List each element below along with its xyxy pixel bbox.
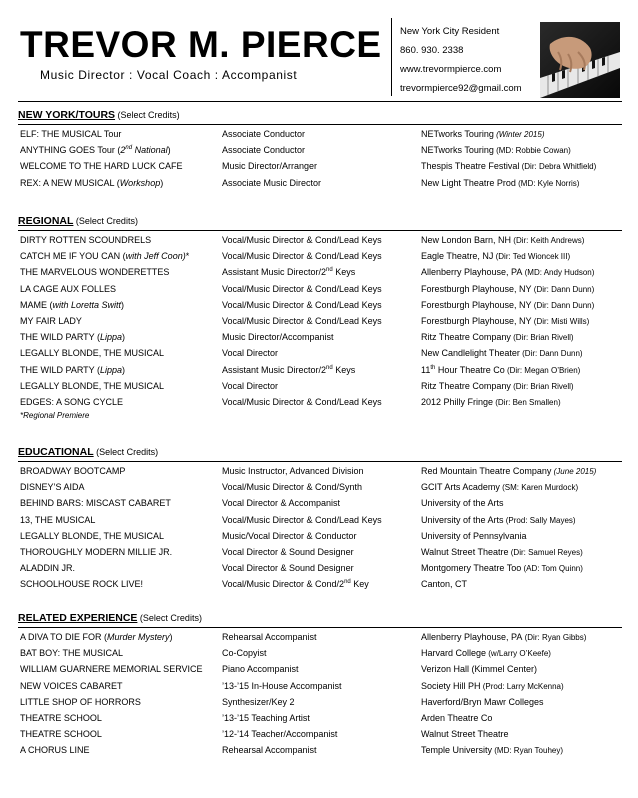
credit-venue: Forestburgh Playhouse, NY (Dir: Misti Wills) (421, 315, 590, 326)
section-title: EDUCATIONAL (18, 446, 94, 458)
credit-row (18, 495, 622, 511)
credit-role: Associate Conductor (222, 129, 306, 139)
credit-row (18, 576, 622, 592)
contact-website[interactable]: www.trevormpierce.com (400, 64, 502, 75)
credit-role: Assistant Music Director/2nd Keys (222, 364, 356, 375)
credit-role: Associate Music Director (222, 177, 322, 188)
credit-role: ’12-’14 Teacher/Accompanist (222, 729, 338, 740)
credit-show: A DIVA TO DIE FOR (Murder Mystery) (20, 632, 173, 642)
credit-row (18, 297, 622, 313)
section-subtitle: (Select Credits) (93, 447, 159, 457)
resume-name: TREVOR M. PIERCE (20, 24, 382, 65)
credit-venue: University of Pennsylvania (421, 530, 527, 541)
credit-role: Music Instructor, Advanced Division (222, 466, 364, 476)
piano-photo (540, 22, 620, 98)
credit-venue: University of the Arts (421, 498, 504, 509)
credit-role: Vocal/Music Director & Cond/Lead Keys (222, 299, 382, 310)
credit-show: ALADDIN JR. (20, 563, 76, 574)
credit-venue: Ritz Theatre Company (Dir: Brian Rivell) (421, 332, 574, 343)
header-rule (18, 101, 622, 102)
section-rule (18, 230, 622, 231)
credit-row (18, 512, 622, 528)
credit-row (18, 678, 622, 694)
credit-venue: GCIT Arts Academy (SM: Karen Murdock) (421, 482, 579, 493)
regional-footnote: *Regional Premiere (20, 411, 90, 421)
credit-venue: Haverford/Bryn Mawr Colleges (421, 696, 544, 707)
credit-row (18, 694, 622, 710)
section-subtitle: (Select Credits) (115, 110, 180, 120)
credit-row (18, 281, 622, 297)
credit-show: NEW VOICES CABARET (20, 680, 123, 691)
credit-row (18, 378, 622, 394)
section-title: REGIONAL (18, 215, 74, 227)
credit-role: Rehearsal Accompanist (222, 632, 317, 642)
section-rule (18, 627, 622, 628)
credit-venue: Arden Theatre Co (421, 712, 493, 723)
credit-venue: Montgomery Theatre Too (AD: Tom Quinn) (421, 563, 583, 574)
credit-venue: NETworks Touring (MD: Robbie Cowan) (421, 145, 571, 156)
credit-venue: Harvard College (w/Larry O’Keefe) (421, 648, 551, 659)
credit-show: SCHOOLHOUSE ROCK LIVE! (20, 579, 144, 590)
credit-show: EDGES: A SONG CYCLE (20, 396, 124, 407)
credit-venue: Allenberry Playhouse, PA (MD: Andy Hudson) (421, 267, 595, 278)
credit-row (18, 661, 622, 677)
credit-row (18, 142, 622, 158)
section-rule (18, 124, 622, 125)
credit-role: Vocal Director (222, 348, 279, 359)
credit-show: LEGALLY BLONDE, THE MUSICAL (20, 348, 165, 359)
credit-venue: 11th Hour Theatre Co (Dir: Megan O’Brien) (421, 364, 581, 375)
section-title: NEW YORK/TOURS (18, 109, 116, 121)
credit-venue: Walnut Street Theatre (421, 729, 509, 740)
credit-venue: New Light Theatre Prod (MD: Kyle Norris) (421, 177, 580, 188)
section-heading (18, 444, 622, 460)
credit-role: Music Director/Arranger (222, 161, 318, 172)
credit-venue: Society Hill PH (Prod: Larry McKenna) (421, 680, 564, 691)
credit-row (18, 232, 622, 248)
credit-show: THE WILD PARTY (Lippa) (20, 364, 126, 375)
section-rule (18, 461, 622, 462)
contact-phone: 860. 930. 2338 (400, 45, 464, 56)
credit-row (18, 560, 622, 576)
resume-tagline: Music Director : Vocal Coach : Accompanist (40, 68, 298, 82)
credit-show: THE MARVELOUS WONDERETTES (20, 267, 170, 278)
piano-hands-image (540, 22, 620, 98)
credit-show: DIRTY ROTTEN SCOUNDRELS (20, 235, 152, 245)
credit-row (18, 528, 622, 544)
credit-row (18, 629, 622, 645)
credit-row (18, 710, 622, 726)
credit-row (18, 645, 622, 661)
credit-role: Vocal/Music Director & Cond/Lead Keys (222, 251, 382, 262)
credit-show: DISNEY’S AIDA (20, 482, 85, 493)
section-heading (18, 213, 622, 229)
credit-row (18, 544, 622, 560)
credit-role: Rehearsal Accompanist (222, 745, 317, 756)
credit-show: LEGALLY BLONDE, THE MUSICAL (20, 380, 165, 391)
credit-role: Vocal/Music Director & Cond/Lead Keys (222, 396, 382, 407)
credit-role: Music Director/Accompanist (222, 332, 334, 343)
credit-row (18, 479, 622, 495)
credit-show: REX: A NEW MUSICAL (Workshop) (20, 177, 164, 188)
credit-role: Co-Copyist (222, 648, 267, 659)
section-subtitle: (Select Credits) (137, 613, 202, 623)
credit-role: Vocal Director & Sound Designer (222, 546, 354, 557)
credit-show: MAME (with Loretta Switt) (20, 299, 125, 310)
section-related-experience (18, 610, 622, 759)
contact-info (400, 22, 522, 98)
credit-row (18, 175, 622, 191)
credit-show: BEHIND BARS: MISCAST CABARET (20, 498, 171, 509)
credit-show: WILLIAM GUARNERE MEMORIAL SERVICE (20, 664, 203, 675)
header-divider (391, 18, 392, 96)
credit-row (18, 394, 622, 410)
credit-row (18, 126, 622, 142)
credit-venue: Canton, CT (421, 579, 468, 590)
section-regional (18, 213, 622, 422)
credit-role: Vocal/Music Director & Cond/Lead Keys (222, 514, 382, 525)
credit-show: ELF: THE MUSICAL Tour (20, 129, 122, 139)
credit-role: Synthesizer/Key 2 (222, 696, 295, 707)
credit-role: Vocal Director & Sound Designer (222, 563, 354, 574)
credit-role: Vocal/Music Director & Cond/2nd Key (222, 579, 369, 590)
credit-venue: University of the Arts (Prod: Sally Mayes) (421, 514, 576, 525)
credit-show: THOROUGHLY MODERN MILLIE JR. (20, 546, 173, 557)
credit-show: LITTLE SHOP OF HORRORS (20, 696, 141, 707)
credit-row (18, 329, 622, 345)
credit-venue: Forestburgh Playhouse, NY (Dir: Dann Dunn) (421, 283, 595, 294)
credit-venue: Eagle Theatre, NJ (Dir: Ted Wioncek III) (421, 251, 571, 262)
contact-email[interactable]: trevormpierce92@gmail.com (400, 83, 522, 94)
credit-show: A CHORUS LINE (20, 745, 90, 756)
credit-role: Associate Conductor (222, 145, 306, 156)
credit-venue: 2012 Philly Fringe (Dir: Ben Smallen) (421, 396, 561, 407)
section-subtitle: (Select Credits) (73, 216, 138, 226)
credit-venue: Ritz Theatre Company (Dir: Brian Rivell) (421, 380, 574, 391)
section-title: RELATED EXPERIENCE (18, 612, 138, 624)
section-educational (18, 444, 622, 593)
credit-role: Assistant Music Director/2nd Keys (222, 267, 356, 278)
credit-row (18, 313, 622, 329)
credit-row (18, 362, 622, 378)
credit-show: BAT BOY: THE MUSICAL (20, 648, 124, 659)
section-heading (18, 610, 622, 626)
credit-role: Vocal/Music Director & Cond/Lead Keys (222, 283, 382, 294)
credit-venue: New London Barn, NH (Dir: Keith Andrews) (421, 235, 585, 245)
credit-show: THE WILD PARTY (Lippa) (20, 332, 126, 343)
credit-venue: Thespis Theatre Festival (Dir: Debra Whitfield) (421, 161, 597, 172)
credit-venue: Red Mountain Theatre Company (June 2015) (421, 466, 597, 476)
credit-show: ANYTHING GOES Tour (2nd National) (20, 145, 171, 156)
credit-row (18, 264, 622, 280)
credit-show: THEATRE SCHOOL (20, 712, 102, 723)
credit-row (18, 345, 622, 361)
credit-show: LA CAGE AUX FOLLES (20, 283, 117, 294)
credit-show: 13, THE MUSICAL (20, 514, 96, 525)
credit-row (18, 463, 622, 479)
credit-venue: Temple University (MD: Ryan Touhey) (421, 745, 564, 756)
credit-show: CATCH ME IF YOU CAN (with Jeff Coon)* (20, 251, 190, 262)
credit-show: THEATRE SCHOOL (20, 729, 102, 740)
credit-row (18, 158, 622, 174)
credit-show: MY FAIR LADY (20, 315, 82, 326)
credit-role: ’13-’15 Teaching Artist (222, 712, 310, 723)
credit-row (18, 248, 622, 264)
credit-show: LEGALLY BLONDE, THE MUSICAL (20, 530, 165, 541)
credit-venue: Verizon Hall (Kimmel Center) (421, 664, 538, 675)
credit-show: WELCOME TO THE HARD LUCK CAFE (20, 161, 183, 172)
section-new-york-tours (18, 107, 622, 191)
credit-venue: Allenberry Playhouse, PA (Dir: Ryan Gibbs) (421, 632, 587, 642)
credit-row (18, 726, 622, 742)
credit-show: BROADWAY BOOTCAMP (20, 466, 126, 476)
credit-venue: New Candlelight Theater (Dir: Dann Dunn) (421, 348, 583, 359)
credit-role: Vocal Director & Accompanist (222, 498, 341, 509)
credit-role: Vocal Director (222, 380, 279, 391)
credit-role: Vocal/Music Director & Cond/Lead Keys (222, 315, 382, 326)
credit-venue: NETworks Touring (Winter 2015) (421, 129, 545, 139)
credit-venue: Walnut Street Theatre (Dir: Samuel Reyes) (421, 546, 583, 557)
credit-role: ’13-’15 In-House Accompanist (222, 680, 342, 691)
section-heading (18, 107, 622, 123)
credit-venue: Forestburgh Playhouse, NY (Dir: Dann Dunn) (421, 299, 595, 310)
contact-location: New York City Resident (400, 26, 500, 37)
resume-header (18, 18, 622, 98)
credit-role: Music/Vocal Director & Conductor (222, 530, 357, 541)
credit-role: Vocal/Music Director & Cond/Lead Keys (222, 235, 382, 245)
credit-row (18, 742, 622, 758)
credit-role: Piano Accompanist (222, 664, 299, 675)
credit-role: Vocal/Music Director & Cond/Synth (222, 482, 363, 493)
